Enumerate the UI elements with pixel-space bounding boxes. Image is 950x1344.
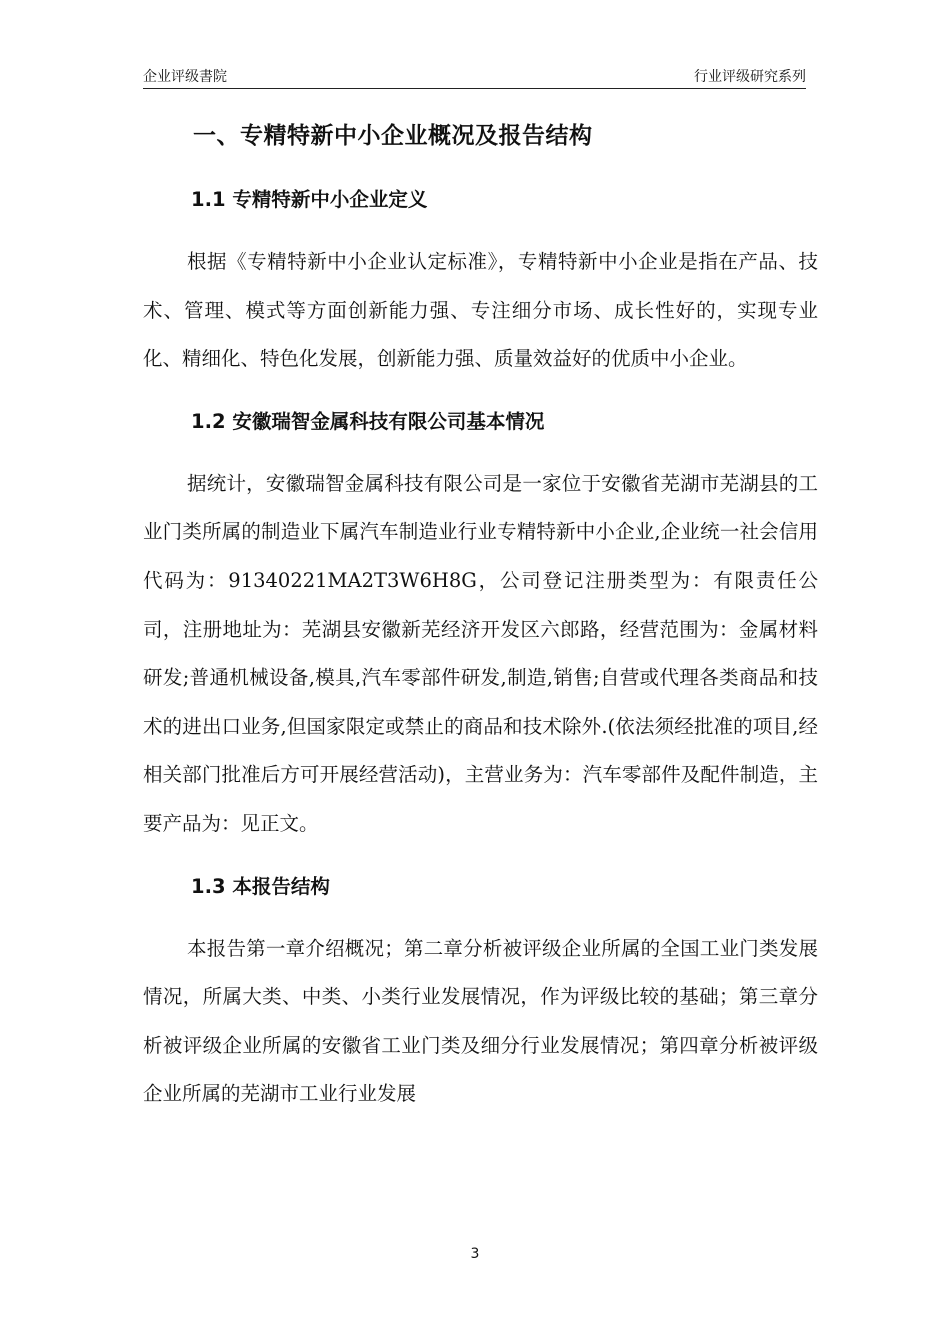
section-paragraph-1-1: 根据《专精特新中小企业认定标准》，专精特新中小企业是指在产品、技术、管理、模式等方面创新能力强、专注细分市场、成长性好的，实现专业化、精细化、特色化发展，创新能力强、质量效益好的优质中小企业。 xyxy=(143,250,818,371)
section-paragraph-1-2: 据统计，安徽瑞智金属科技有限公司是一家位于安徽省芜湖市芜湖县的工业门类所属的制造业下属汽车制造业行业专精特新中小企业,企业统一社会信用代码为：91340221MA2T3W6H8G，公司登记注册类型为：有限责任公司，注册地址为：芜湖县安徽新芜经济开发区六郎路，经营范围为：金属材料研发;普通机械设备,模具,汽车零部件研发,制造,销售;自营或代理各类商品和技术的进出口业务,但国家限定或禁止的商品和技术除外.(依法须经批准的项目,经相关部门批准后方可开展经营活动)，主营业务为：汽车零部件及配件制造，主要产品为：见正文。 xyxy=(143,471,818,835)
page-header xyxy=(143,66,806,89)
chapter-title: 一、专精特新中小企业概况及报告结构 xyxy=(193,123,593,149)
page-number: 3 xyxy=(470,1246,480,1262)
section-heading-1-2: 1.2 安徽瑞智金属科技有限公司基本情况 xyxy=(191,409,545,433)
header-left-text: 企业评级書院 xyxy=(143,69,227,85)
section-heading-1-3: 1.3 本报告结构 xyxy=(191,874,330,898)
document-body xyxy=(143,112,818,1119)
section-paragraph-1-3: 本报告第一章介绍概况；第二章分析被评级企业所属的全国工业门类发展情况，所属大类、中类、小类行业发展情况，作为评级比较的基础；第三章分析被评级企业所属的安徽省工业门类及细分行业发展情况；第四章分析被评级企业所属的芜湖市工业行业发展 xyxy=(143,936,818,1106)
header-right-text: 行业评级研究系列 xyxy=(694,69,806,85)
section-heading-1-1: 1.1 专精特新中小企业定义 xyxy=(191,188,428,211)
